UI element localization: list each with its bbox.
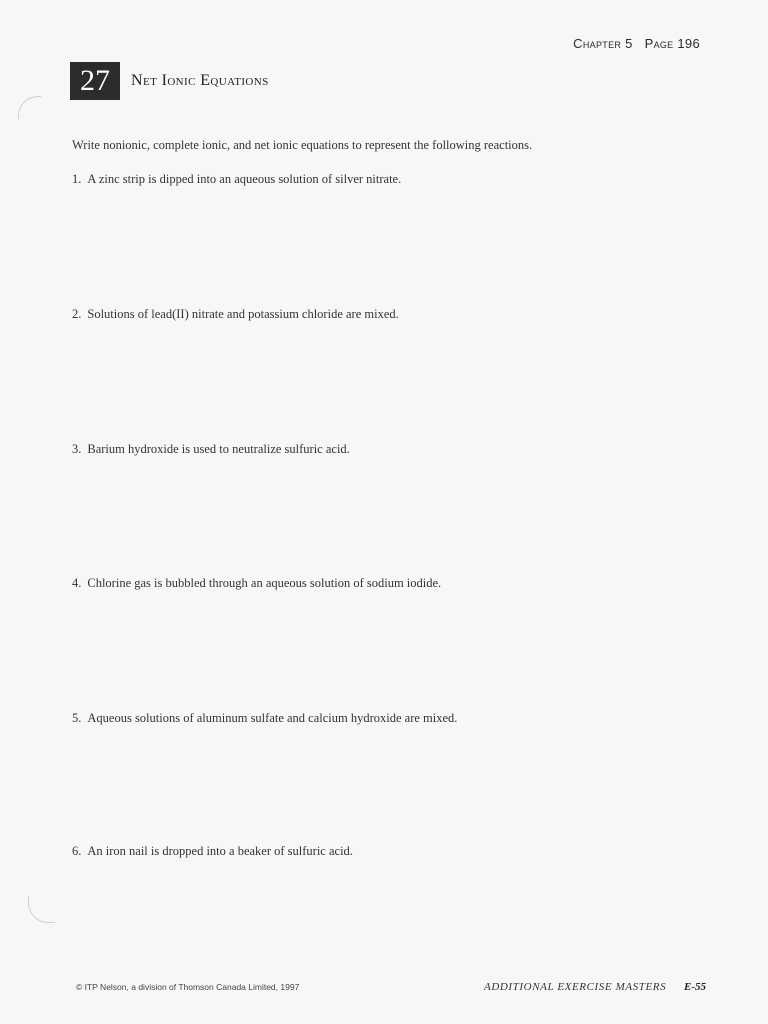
question-text: A zinc strip is dipped into an aqueous solution of silver nitrate. (87, 172, 402, 186)
question-number: 2. (72, 307, 82, 321)
question-number: 5. (72, 711, 82, 725)
question-number: 3. (72, 442, 82, 456)
question-1 (72, 172, 401, 187)
question-number: 4. (72, 576, 82, 590)
question-number: 6. (72, 844, 82, 858)
question-text: Barium hydroxide is used to neutralize sulfuric acid. (87, 442, 350, 456)
chapter-label: Chapter 5 (573, 36, 633, 51)
footer-page-code: E-55 (684, 981, 706, 993)
question-number: 1. (72, 172, 82, 186)
question-6 (72, 844, 353, 859)
question-text: Chlorine gas is bubbled through an aqueous solution of sodium iodide. (87, 576, 442, 590)
question-text: Solutions of lead(II) nitrate and potassium chloride are mixed. (87, 307, 399, 321)
instructions-text: Write nonionic, complete ionic, and net ionic equations to represent the following reactions. (72, 138, 533, 152)
question-3 (72, 442, 350, 457)
footer-copyright: © ITP Nelson, a division of Thomson Canada Limited, 1997 (76, 982, 300, 992)
worksheet-title: Net Ionic Equations (131, 72, 269, 89)
chapter-page-header (573, 36, 700, 51)
question-text: Aqueous solutions of aluminum sulfate and calcium hydroxide are mixed. (87, 711, 458, 725)
question-5 (72, 711, 457, 726)
question-4 (72, 576, 441, 591)
question-text: An iron nail is dropped into a beaker of sulfuric acid. (87, 844, 353, 858)
scan-artifact-mark (18, 96, 41, 119)
worksheet-number-badge: 27 (70, 62, 120, 100)
question-2 (72, 307, 399, 322)
page-label: Page 196 (644, 36, 700, 51)
footer-series-title: ADDITIONAL EXERCISE MASTERS (484, 981, 667, 993)
scan-artifact-mark (28, 896, 55, 923)
